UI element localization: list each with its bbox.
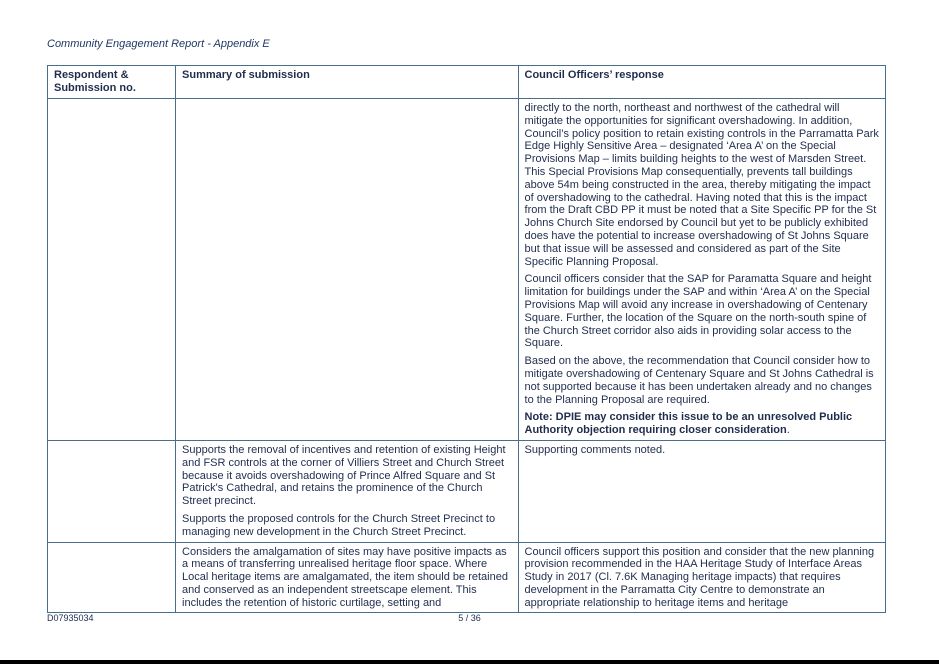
page-number: 5 / 36	[458, 613, 481, 623]
response-note-end: .	[786, 424, 790, 437]
response-paragraph: Council officers support this position and consider that the new planning provision recommended in the HAA Heritage Study of Interface Areas Study in 2017 (Cl. 7.6K Managing heritage impacts) that requires development in the Parramatta City Centre to demonstrate an appropriate relationship to heritage items and heritage	[524, 545, 875, 609]
respondent-cell	[48, 440, 176, 542]
summary-cell	[176, 440, 518, 542]
summary-cell	[176, 542, 518, 613]
column-header-response: Council Officers’ response	[518, 66, 885, 99]
response-paragraph: Based on the above, the recommendation that Council consider how to mitigate overshadowing of Centenary Square and St Johns Cathedral is not supported because it has been undertaken already and no changes to the Planning Proposal are required.	[524, 355, 874, 406]
respondent-cell	[48, 99, 176, 441]
response-paragraph: Supporting comments noted.	[524, 443, 666, 456]
document-header-title: Community Engagement Report - Appendix E	[47, 38, 270, 50]
column-header-summary: Summary of submission	[176, 66, 518, 99]
response-cell	[518, 440, 885, 542]
table-header-row	[48, 66, 886, 99]
bottom-border-bar	[0, 660, 939, 664]
submissions-table	[47, 65, 886, 613]
response-note-bold: Note: DPIE may consider this issue to be an unresolved Public Authority objection requiring closer consideration	[524, 411, 853, 437]
summary-paragraph: Supports the removal of incentives and retention of existing Height and FSR controls at the corner of Villiers Street and Church Street because it avoids overshadowing of Prince Alfred Square and St Patrick's Cathedral, and retains the prominence of the Church Street precinct.	[182, 443, 506, 508]
response-paragraph: directly to the north, northeast and northwest of the cathedral will mitigate the opportunities for significant overshadowing. In addition, Council’s policy position to retain existing controls in the Parramatta Park Edge Highly Sensitive Area – designated ‘Area A’ on the Special Provisions Map – limits building heights to the west of Marsden Street. This Special Provisions Map consequentially, prevents tall buildings above 54m being constructed in the area, thereby mitigating the impact of overshadowing to the cathedral. Having noted that this is the impact from the Draft CBD PP it must be noted that a Site Specific PP for the St Johns Church Site endorsed by Council but yet to be publicly exhibited does have the potential to increase overshadowing of St Johns Square but that issue will be assessed and considered as part of the Site Specific Planning Proposal.	[524, 102, 879, 268]
response-cell	[518, 542, 885, 613]
summary-paragraph: Supports the proposed controls for the Church Street Precinct to managing new development in the Church Street Precinct.	[182, 512, 496, 538]
response-note	[525, 411, 880, 437]
summary-cell	[176, 99, 518, 441]
document-id: D07935034	[47, 613, 94, 623]
response-paragraph: Council officers consider that the SAP for Paramatta Square and height limitation for buildings under the SAP and within ‘Area A’ on the Special Provisions Map will avoid any increase in overshadowing of Centenary Square. Further, the location of the Square on the north-south spine of the Church Street corridor also aids in providing solar access to the Square.	[524, 273, 872, 350]
response-cell	[518, 99, 885, 441]
respondent-cell	[48, 542, 176, 613]
table-row	[48, 99, 886, 441]
table-row	[48, 542, 886, 613]
summary-paragraph: Considers the amalgamation of sites may have positive impacts as a means of transferring unrealised heritage floor space. Where Local heritage items are amalgamated, the item should be retained and conserved as an independent streetscape element. This includes the retention of historic curtilage, setting and	[182, 545, 508, 609]
column-header-respondent: Respondent & Submission no.	[48, 66, 176, 99]
table-row	[48, 440, 886, 542]
